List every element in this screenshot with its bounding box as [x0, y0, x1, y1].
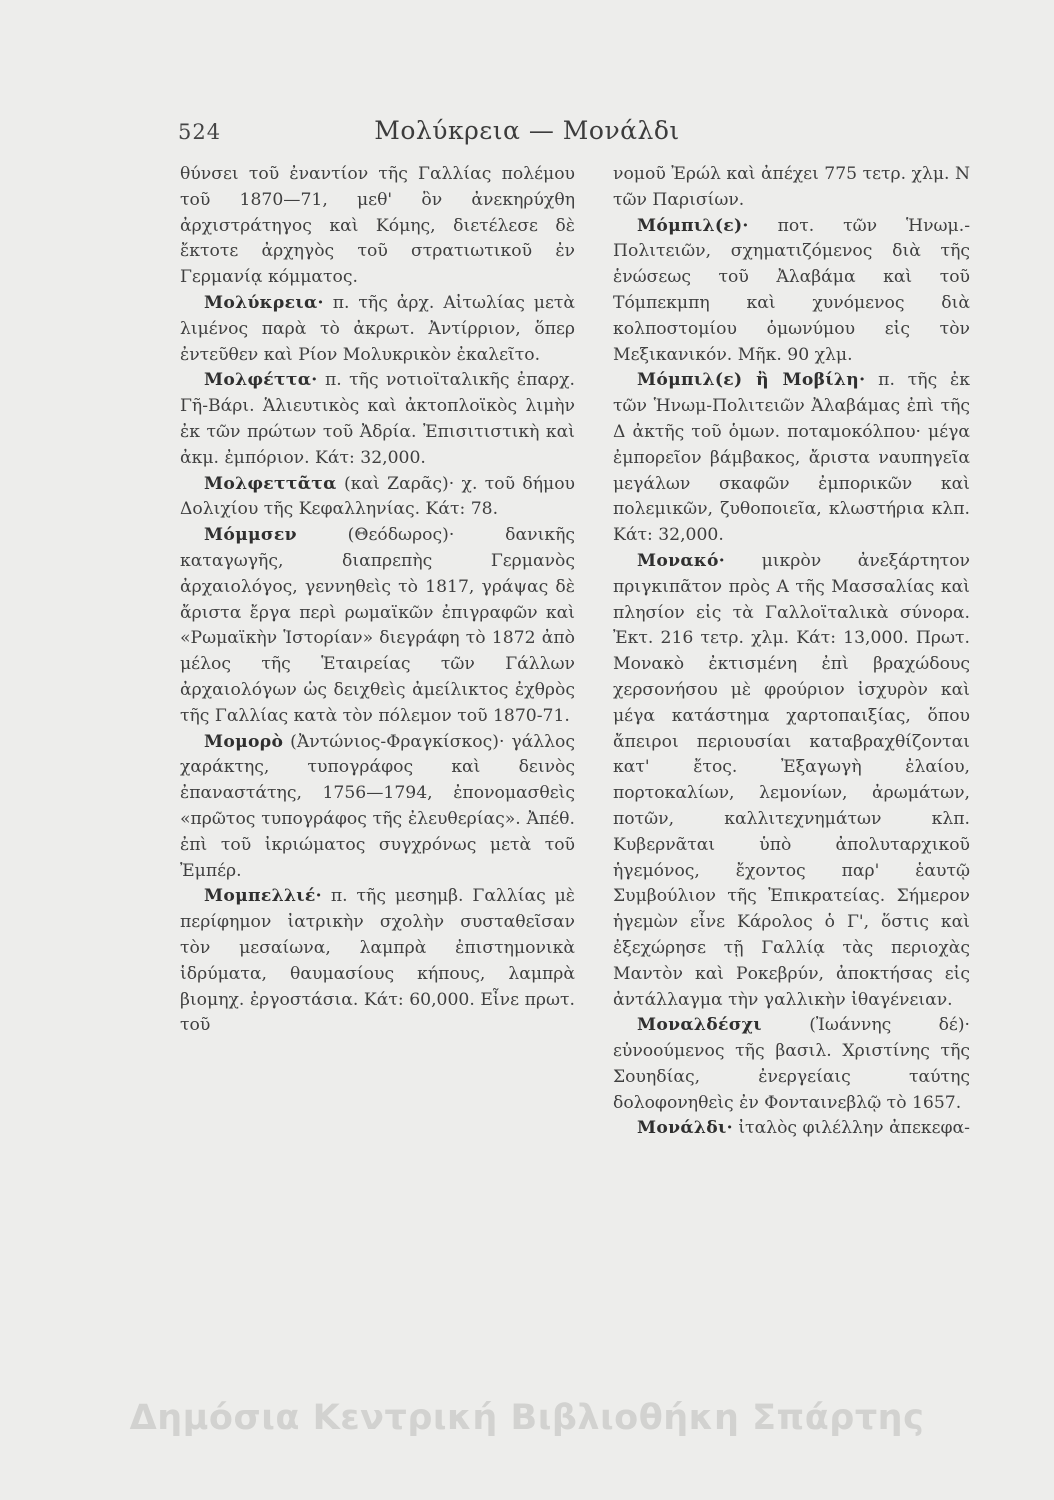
entry-headword: Μολφεττᾶτα: [204, 473, 337, 494]
entry-headword: Μομορὸ: [204, 731, 284, 752]
entry-headword: Μοναλδέσχι: [637, 1015, 762, 1036]
entry-continuation: [180, 162, 575, 291]
entry-text: νομοῦ Ἐρώλ καὶ ἀπέχει 775 τετρ. χλμ. Ν τῶν Παρισίων.: [613, 164, 970, 210]
dictionary-entry: [180, 523, 575, 729]
dictionary-entry: [180, 368, 575, 471]
entry-headword: Μομπελλιέ·: [204, 886, 322, 907]
entry-headword: Μονακό·: [637, 550, 726, 571]
dictionary-entry: [180, 472, 575, 524]
entry-headword: Μονάλδι·: [637, 1118, 733, 1139]
dictionary-entry: [180, 730, 575, 885]
entry-text: (Θεόδωρος)· δανικῆς καταγωγῆς, διαπρεπὴς Γερμανὸς ἀρχαιολόγος, γεννηθεὶς τὸ 1817, γράψας δὲ ἄριστα ἔργα περὶ ρωμαϊκῶν ἐπιγραφῶν καὶ «Ρωμαϊκὴν Ἱστορίαν» διεγράφη τὸ 1872 ἀπὸ μέλος τῆς Ἑταιρείας τῶν Γάλλων ἀρχαιολόγων ὡς δειχθεὶς ἀμείλικτος ἐχθρὸς τῆς Γαλλίας κατὰ τὸν πόλεμον τοῦ 1870-71.: [180, 525, 575, 726]
running-head: Μολύκρεια — Μονάλδι: [374, 116, 680, 145]
left-column: [180, 162, 575, 1039]
dictionary-entry: [613, 214, 970, 369]
dictionary-entry: [613, 1013, 970, 1116]
entry-text: π. τῆς μεσημβ. Γαλλίας μὲ περίφημον ἰατρικὴν σχολὴν συσταθεῖσαν τὸν μεσαίωνα, λαμπρὰ ἐπιστημονικὰ ἱδρύματα, θαυμασίους κήπους, λαμπρὰ βιομηχ. ἐργοστάσια. Κάτ: 60,000. Εἶνε πρωτ. τοῦ: [180, 886, 575, 1036]
entry-text: (καὶ Ζαρᾶς)· χ. τοῦ δήμου Δολιχίου τῆς Κεφαλληνίας. Κάτ: 78.: [180, 473, 575, 520]
entry-text: ἰταλὸς φιλέλλην ἀπεκεφα-: [732, 1118, 970, 1139]
entry-text: π. τῆς ἀρχ. Αἰτωλίας μετὰ λιμένος παρὰ τὸ ἀκρωτ. Ἀντίρριον, ὅπερ ἐντεῦθεν καὶ Ρίον Μολυκρικὸν ἐκαλεῖτο.: [180, 292, 575, 365]
entry-headword: Μόμμσεν: [204, 525, 297, 546]
entry-text: (Ἰωάννης δέ)· εὐνοούμενος τῆς βασιλ. Χριστίνης τῆς Σουηδίας, ἐνεργείαις ταύτης δολοφονηθεὶς ἐν Φονταινεβλῷ τὸ 1657.: [613, 1015, 970, 1113]
library-watermark: Δημόσια Κεντρική Βιβλιοθήκη Σπάρτης: [129, 1398, 925, 1438]
entry-headword: Μόμπιλ(ε) ἢ Μοβίλη·: [637, 370, 866, 391]
dictionary-entry: [613, 549, 970, 1013]
entry-text: ποτ. τῶν Ἡνωμ.-Πολιτειῶν, σχηματιζόμενος διὰ τῆς ἑνώσεως τοῦ Ἀλαβάμα καὶ τοῦ Τόμπεκμπη καὶ χυνόμενος διὰ κολποστομίου ὁμωνύμου εἰς τὸν Μεξικανικόν. Μῆκ. 90 χλμ.: [613, 215, 970, 365]
entry-text: μικρὸν ἀνεξάρτητον πριγκιπᾶτον πρὸς Α τῆς Μασσαλίας καὶ πλησίον εἰς τὰ Γαλλοϊταλικὰ σύνορα. Ἐκτ. 216 τετρ. χλμ. Κάτ: 13,000. Πρωτ. Μονακὸ ἐκτισμένη ἐπὶ βραχώδους χερσονήσου μὲ φρούριον ἰσχυρὸν καὶ μέγα κατάστημα χαρτοπαιξίας, ὅπου ἄπειροι περιουσίαι καταβραχθίζονται κατ' ἔτος. Ἐξαγωγὴ ἐλαίου, πορτοκαλίων, λεμονίων, ἀρωμάτων, ποτῶν, καλλιτεχνημάτων κλπ. Κυβερνᾶται ὑπὸ ἀπολυταρχικοῦ ἡγεμόνος, ἔχοντος παρ' ἑαυτῷ Συμβούλιον τῆς Ἐπικρατείας. Σήμερον ἡγεμὼν εἶνε Κάρολος ὁ Γ', ὅστις καὶ ἐξεχώρησε τῇ Γαλλίᾳ τὰς περιοχὰς Μαντὸν καὶ Ροκεβρύν, ἀποκτήσας εἰς ἀντάλλαγμα τὴν γαλλικὴν ἰθαγένειαν.: [613, 550, 970, 1010]
entry-text: π. τῆς νοτιοϊταλικῆς ἐπαρχ. Γῆ-Βάρι. Ἁλιευτικὸς καὶ ἀκτοπλοϊκὸς λιμὴν ἐκ τῶν πρώτων τοῦ Ἀδρία. Ἐπισιτιστικὴ καὶ ἀκμ. ἐμπόριον. Κάτ: 32,000.: [180, 370, 575, 468]
entry-text: (Ἀντώνιος-Φραγκίσκος)· γάλλος χαράκτης, τυπογράφος καὶ δεινὸς ἐπαναστάτης, 1756—1794, ἐπονομασθεὶς «πρῶτος τυπογράφος τῆς ἐλευθερίας». Ἀπέθ. ἐπὶ τοῦ ἰκριώματος συγχρόνως μετὰ τοῦ Ἐμπέρ.: [180, 731, 575, 881]
dictionary-entry: [180, 884, 575, 1039]
entry-text: θύνσει τοῦ ἐναντίον τῆς Γαλλίας πολέμου τοῦ 1870—71, μεθ' ὃν ἀνεκηρύχθη ἀρχιστράτηγος καὶ Κόμης, διετέλεσε δὲ ἔκτοτε ἀρχηγὸς τοῦ στρατιωτικοῦ ἐν Γερμανίᾳ κόμματος.: [180, 164, 575, 288]
page-number: 524: [178, 120, 222, 144]
right-column: [613, 162, 970, 1142]
entry-headword: Μολύκρεια·: [204, 292, 324, 313]
entry-continuation: [613, 162, 970, 214]
dictionary-entry: [180, 291, 575, 368]
entry-text: π. τῆς ἐκ τῶν Ἡνωμ-Πολιτειῶν Ἀλαβάμας ἐπὶ τῆς Δ ἀκτῆς τοῦ ὁμων. ποταμοκόλπου· μέγα ἐμπορεῖον βάμβακος, ἄριστα ναυπηγεῖα μεγάλων σκαφῶν ἐμπορικῶν καὶ πολεμικῶν, ζυθοποιεῖα, κλωστήρια κλπ. Κάτ: 32,000.: [613, 370, 970, 546]
entry-headword: Μόμπιλ(ε)·: [637, 215, 749, 236]
entry-headword: Μολφέττα·: [204, 370, 318, 391]
dictionary-entry: [613, 368, 970, 549]
dictionary-entry: [613, 1116, 970, 1142]
